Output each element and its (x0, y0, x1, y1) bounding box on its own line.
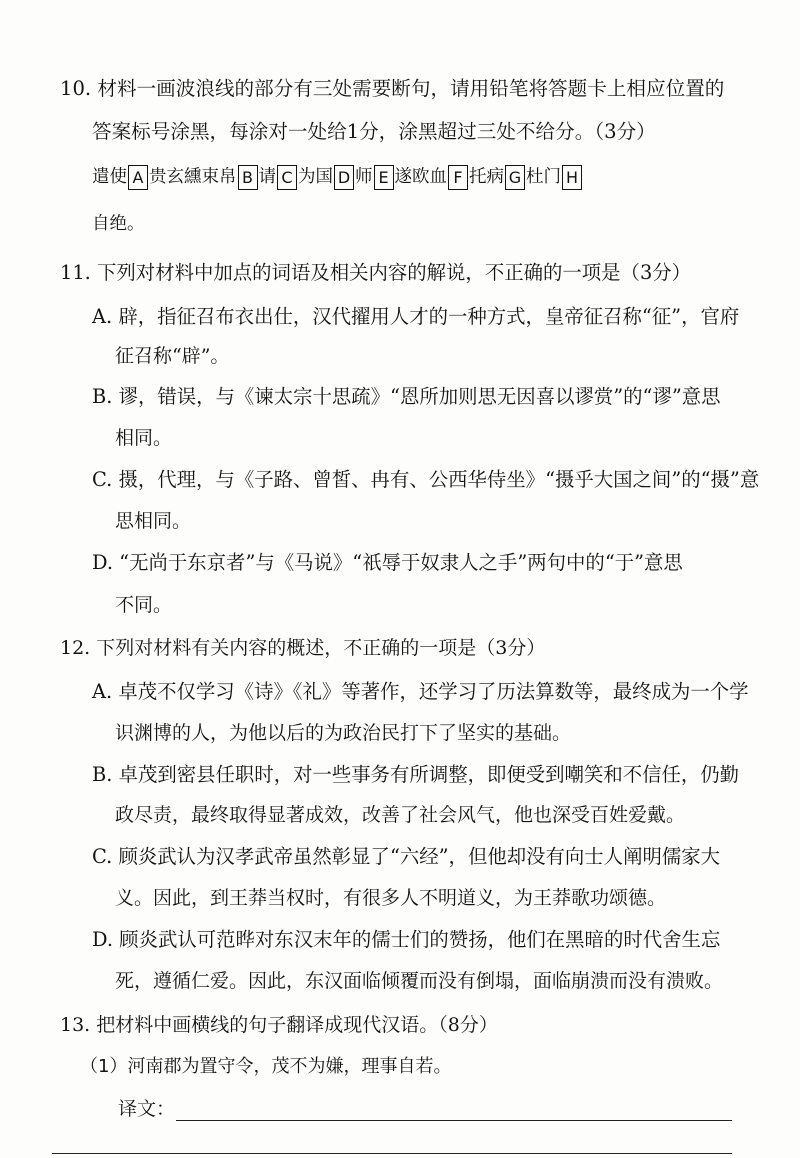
q12-stem: 12. 下列对材料有关内容的概述，不正确的一项是（3分） (60, 637, 546, 659)
q10-seg-0: 遣使 (92, 167, 127, 187)
q10-seg-3: 为国 (298, 167, 333, 187)
answer-box-c[interactable]: C (277, 165, 297, 190)
answer-box-b[interactable]: B (238, 165, 258, 190)
q10-seg-1: 贵玄纁束帛 (149, 167, 237, 187)
q12-option-a-line-1: A. 卓茂不仅学习《诗》《礼》等著作，还学习了历法算数等，最终成为一个学 (92, 680, 749, 703)
q10-seg-5: 遂欧血 (394, 167, 447, 187)
answer-box-g[interactable]: G (505, 165, 525, 190)
answer-box-a[interactable]: A (128, 165, 148, 190)
q13-stem: 13. 把材料中画横线的句子翻译成现代汉语。（8分） (60, 1014, 498, 1036)
q13-sentence-1: （1）河南郡为置守令，茂不为嫌，理事自若。 (80, 1056, 452, 1077)
translation-answer-line[interactable] (176, 1120, 732, 1121)
answer-box-h[interactable]: H (562, 165, 582, 190)
q12-option-b-line-1: B. 卓茂到密县任职时，对一些事务有所调整，即便受到嘲笑和不信任，仍勤 (92, 763, 740, 786)
q12-option-c-line-2: 义。因此，到王莽当权时，有很多人不明道义，为王莽歌功颂德。 (115, 887, 667, 909)
q11-option-d-line-2: 不同。 (115, 594, 173, 616)
translation-answer-line-2[interactable] (52, 1153, 732, 1154)
q11-option-c-line-2: 思相同。 (115, 510, 192, 532)
q12-option-b-line-2: 政尽责，最终取得显著成效，改善了社会风气，他也深受百姓爱戴。 (115, 804, 686, 826)
q12-option-a-line-2: 识渊博的人，为他以后的为政治民打下了坚实的基础。 (115, 722, 572, 744)
translation-label: 译文： (118, 1098, 176, 1120)
q10-seg-2: 请 (258, 167, 276, 187)
q12-option-d-line-1: D. 顾炎武认可范晔对东汉末年的儒士们的赞扬，他们在黑暗的时代舍生忘 (92, 928, 721, 951)
answer-box-e[interactable]: E (374, 165, 394, 190)
q11-option-a-line-1: A. 辟，指征召布衣出仕，汉代擢用人才的一种方式，皇帝征召称“征”，官府 (92, 305, 740, 328)
q12-option-c-line-1: C. 顾炎武认为汉孝武帝虽然彰显了“六经”，但他却没有向士人阐明儒家大 (92, 845, 721, 868)
q10-passage (92, 163, 583, 191)
q11-option-c-line-1: C. 摄，代理，与《子路、曾皙、冉有、公西华侍坐》“摄乎大国之间”的“摄”意 (92, 468, 760, 491)
q11-option-a-line-2: 征召称“辟”。 (115, 345, 230, 367)
q10-stem-line-2: 答案标号涂黑，每涂对一处给1分，涂黑超过三处不给分。（3分） (92, 120, 656, 143)
q11-stem: 11. 下列对材料中加点的词语及相关内容的解说，不正确的一项是（3分） (60, 261, 692, 284)
answer-box-f[interactable]: F (448, 165, 468, 190)
answer-box-d[interactable]: D (334, 165, 354, 190)
q10-seg-7: 杜门 (526, 167, 561, 187)
q11-option-b-line-2: 相同。 (115, 427, 173, 449)
q10-seg-4: 师 (355, 167, 373, 187)
q11-option-d-line-1: D. “无尚于东京者”与《马说》“祇辱于奴隶人之手”两句中的“于”意思 (92, 551, 683, 574)
q10-seg-6: 托病 (469, 167, 504, 187)
q10-passage-end: 自绝。 (92, 214, 145, 234)
q10-stem-line-1: 10. 材料一画波浪线的部分有三处需要断句，请用铅笔将答题卡上相应位置的 (60, 77, 725, 100)
q11-option-b-line-1: B. 谬，错误，与《谏太宗十思疏》“恩所加则思无因喜以谬赏”的“谬”意思 (92, 385, 721, 408)
q12-option-d-line-2: 死，遵循仁爱。因此，东汉面临倾覆而没有倒塌，面临崩溃而没有溃败。 (115, 970, 724, 992)
